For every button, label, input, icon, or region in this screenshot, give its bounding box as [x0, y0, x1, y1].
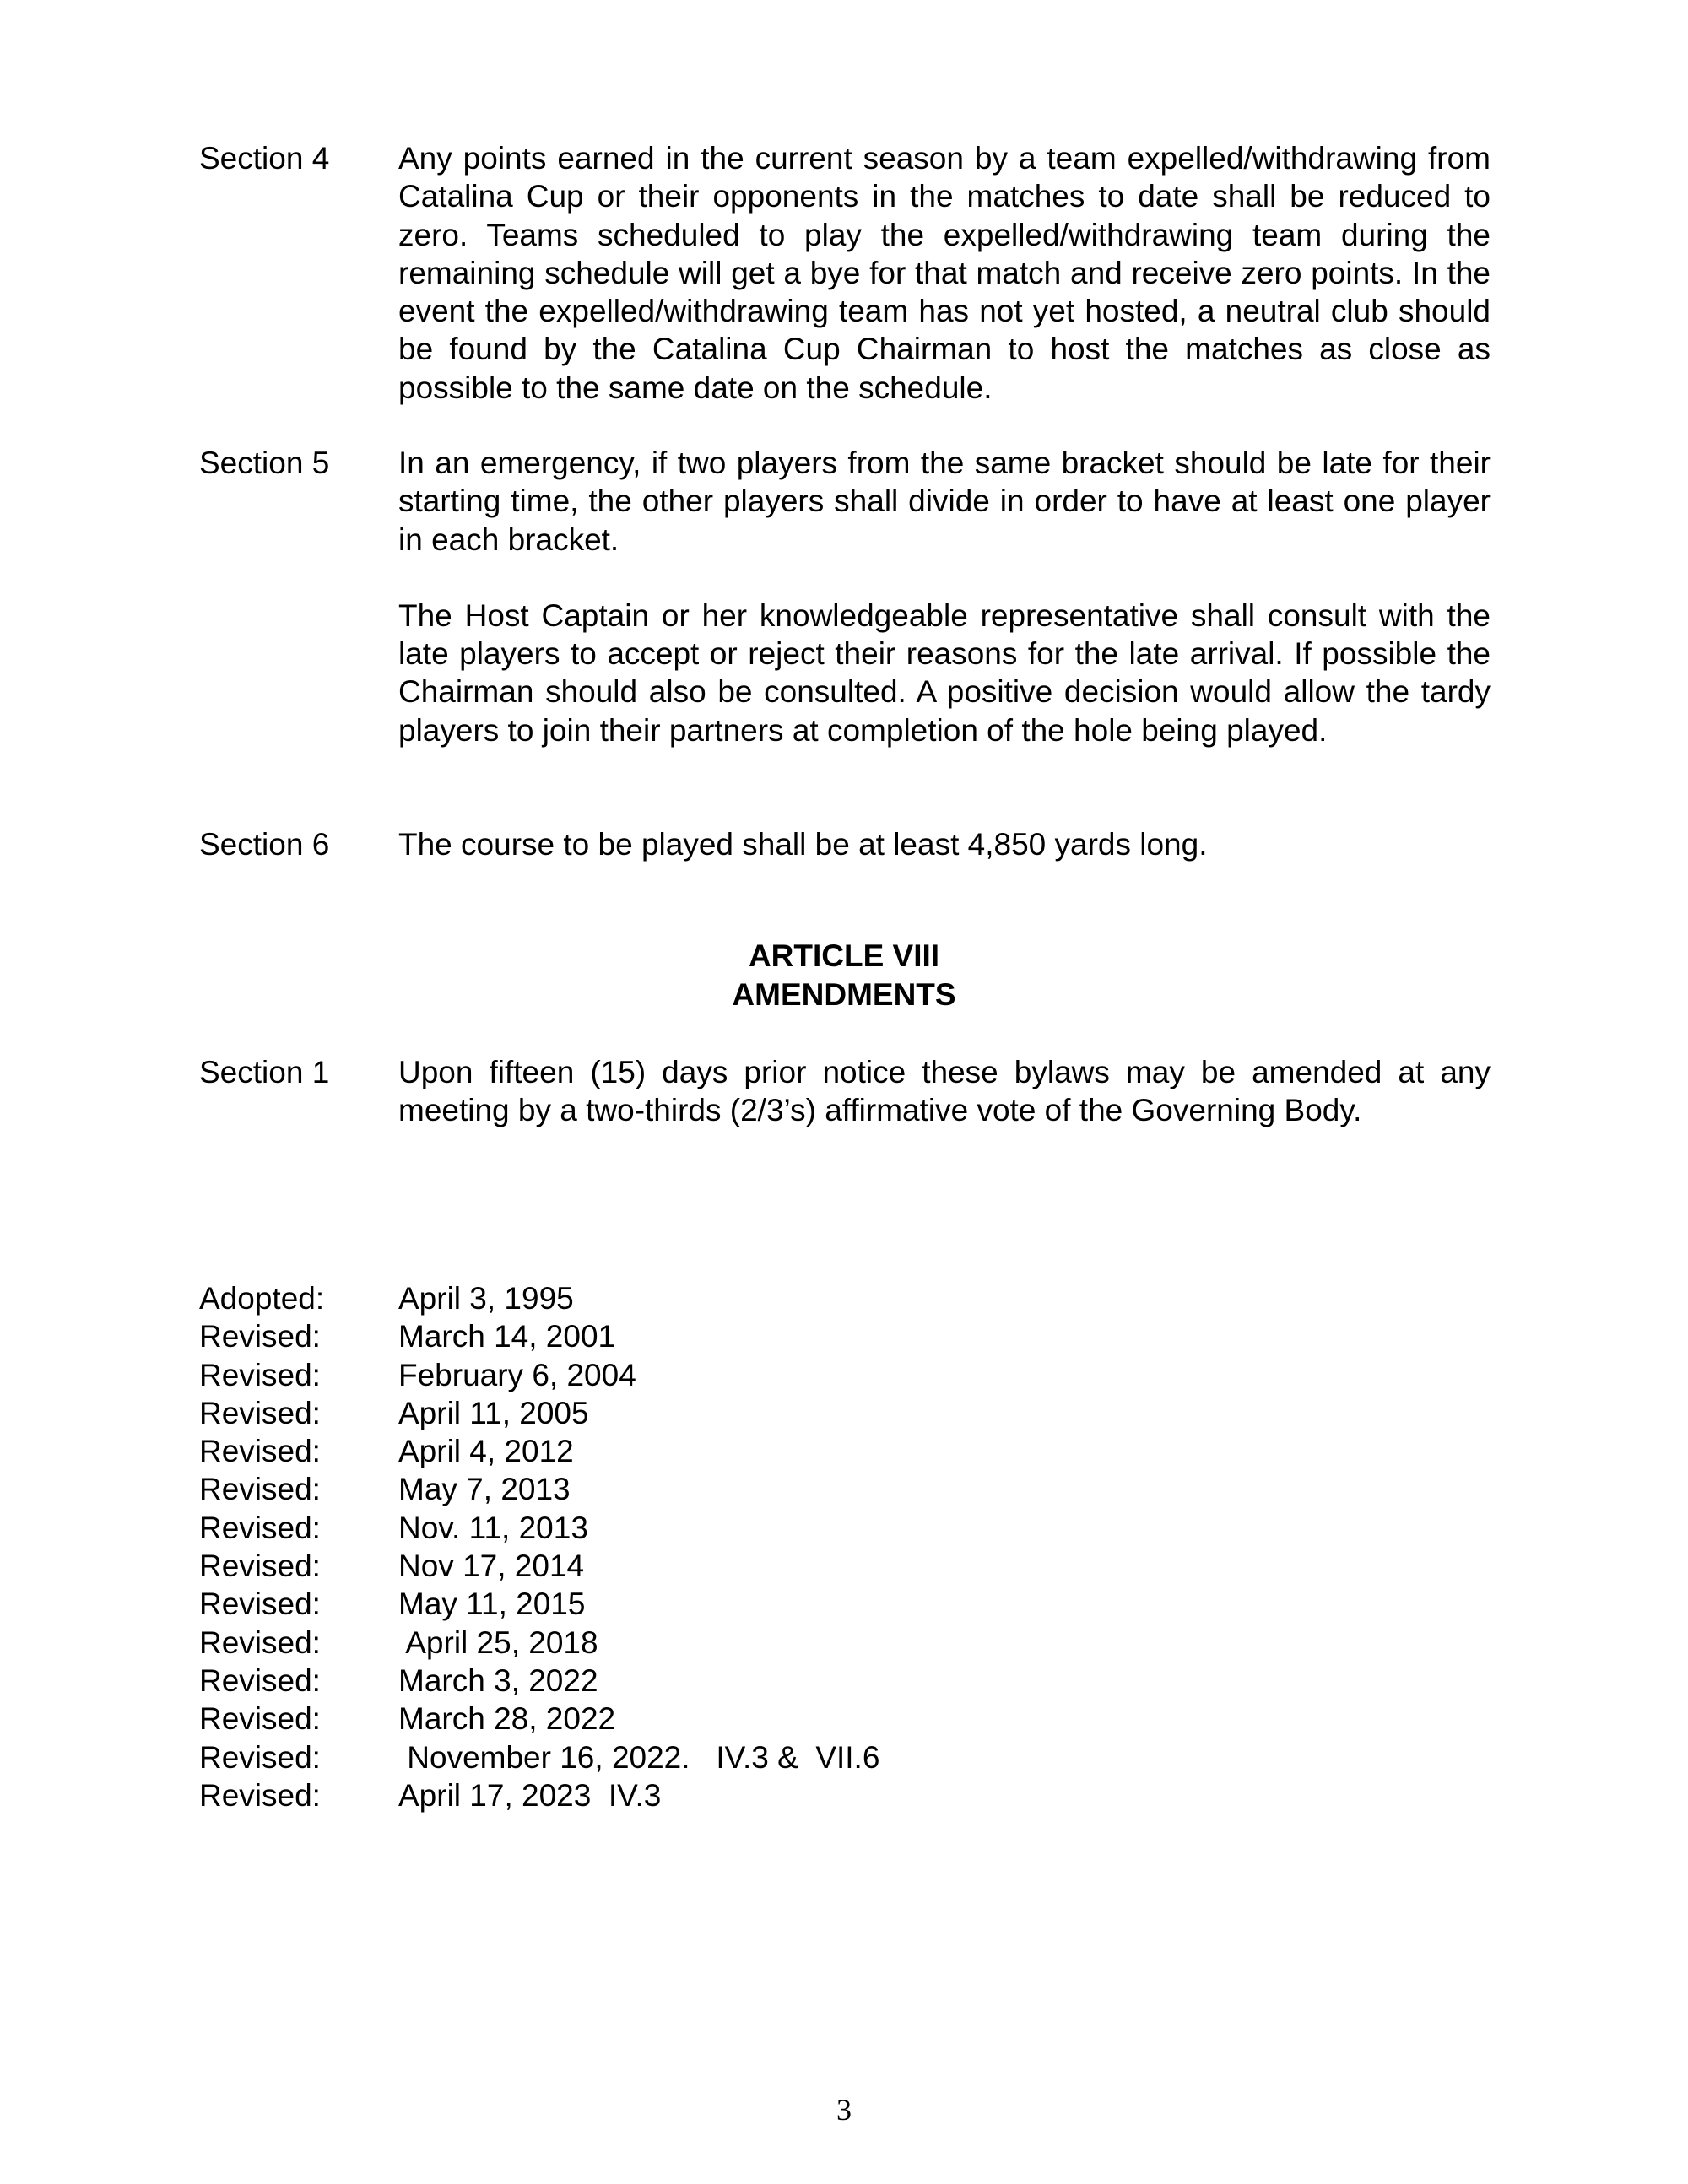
- revision-label: Revised:: [199, 1357, 321, 1392]
- revision-date: Nov. 11, 2013: [398, 1510, 588, 1545]
- revision-row: [199, 1662, 598, 1700]
- revision-history: [199, 1279, 880, 1814]
- revision-label: Revised:: [199, 1701, 321, 1737]
- section-4: [199, 139, 1491, 445]
- revision-label: Revised:: [199, 1662, 321, 1698]
- section-label: Section 6: [199, 827, 330, 862]
- revision-row: [199, 1547, 585, 1585]
- revision-label: Revised:: [199, 1510, 321, 1545]
- revision-row: [199, 1509, 588, 1547]
- article-title: AMENDMENTS: [732, 977, 956, 1012]
- section-6: [199, 825, 1491, 901]
- revision-label: Revised:: [199, 1472, 321, 1507]
- revision-row: [199, 1624, 598, 1662]
- revision-date: Nov 17, 2014: [398, 1549, 585, 1584]
- section-text: The course to be played shall be at least 4,850 yards long.: [398, 827, 1208, 862]
- section-5: [199, 444, 1491, 787]
- revision-row: [199, 1776, 662, 1814]
- revision-row: [199, 1470, 571, 1508]
- revision-date: April 25, 2018: [398, 1624, 598, 1660]
- revision-label: Revised:: [199, 1587, 321, 1622]
- revision-date: May 7, 2013: [398, 1472, 571, 1507]
- revision-date: February 6, 2004: [398, 1357, 636, 1392]
- section-text: In an emergency, if two players from the same bracket should be late for their starting time, the other players shall divide in order to have at least one player in each bracket.: [398, 446, 1491, 557]
- revision-label: Adopted:: [199, 1281, 325, 1316]
- revision-label: Revised:: [199, 1434, 321, 1469]
- revision-date: April 4, 2012: [398, 1434, 574, 1469]
- section-text: Upon fifteen (15) days prior notice these bylaws may be amended at any meeting by a two-thirds (2/3’s) affirmative vote of the Governing Body.: [398, 1055, 1491, 1128]
- revision-row: [199, 1279, 574, 1317]
- revision-row: [199, 1585, 586, 1623]
- page-number: 3: [836, 2093, 852, 2127]
- revision-label: Revised:: [199, 1624, 321, 1660]
- revision-row: [199, 1738, 880, 1776]
- article-number: ARTICLE VIII: [748, 938, 940, 973]
- revision-date: March 3, 2022: [398, 1662, 598, 1698]
- revision-date: April 3, 1995: [398, 1281, 574, 1316]
- revision-date: March 28, 2022: [398, 1701, 616, 1737]
- revision-date: November 16, 2022. IV.3 & VII.6: [398, 1739, 880, 1775]
- revision-row: [199, 1394, 589, 1432]
- revision-date: April 11, 2005: [398, 1395, 589, 1430]
- section-text: Any points earned in the current season by a team expelled/withdrawing from Catalina Cup or their opponents in the matches to date shall be reduced to zero. Teams scheduled to play the expelled/withdrawing team during the remaining schedule will get a bye for that match and receive zero points. In the event the expelled/withdrawing team has not yet hosted, a neutral club should be found by the Catalina Cup Chairman to host the matches as close as possible to the same date on the schedule.: [398, 141, 1491, 405]
- revision-row: [199, 1700, 616, 1738]
- section-text: The Host Captain or her knowledgeable representative shall consult with the late players to accept or reject their reasons for the late arrival. If possible the Chairman should also be consulted. A positive decision would allow the tardy players to join their partners at completion of the hole being played.: [398, 597, 1491, 748]
- amendments-section-1: [199, 1053, 1491, 1168]
- revision-label: Revised:: [199, 1549, 321, 1584]
- revision-label: Revised:: [199, 1395, 321, 1430]
- revision-label: Revised:: [199, 1319, 321, 1354]
- section-label: Section 1: [199, 1055, 330, 1089]
- revision-row: [199, 1356, 636, 1394]
- revision-date: April 17, 2023 IV.3: [398, 1777, 662, 1813]
- revision-row: [199, 1317, 616, 1355]
- revision-date: March 14, 2001: [398, 1319, 616, 1354]
- revision-row: [199, 1432, 574, 1470]
- section-label: Section 4: [199, 141, 330, 176]
- section-label: Section 5: [199, 446, 330, 480]
- revision-label: Revised:: [199, 1739, 321, 1775]
- revision-label: Revised:: [199, 1777, 321, 1813]
- revision-date: May 11, 2015: [398, 1587, 586, 1622]
